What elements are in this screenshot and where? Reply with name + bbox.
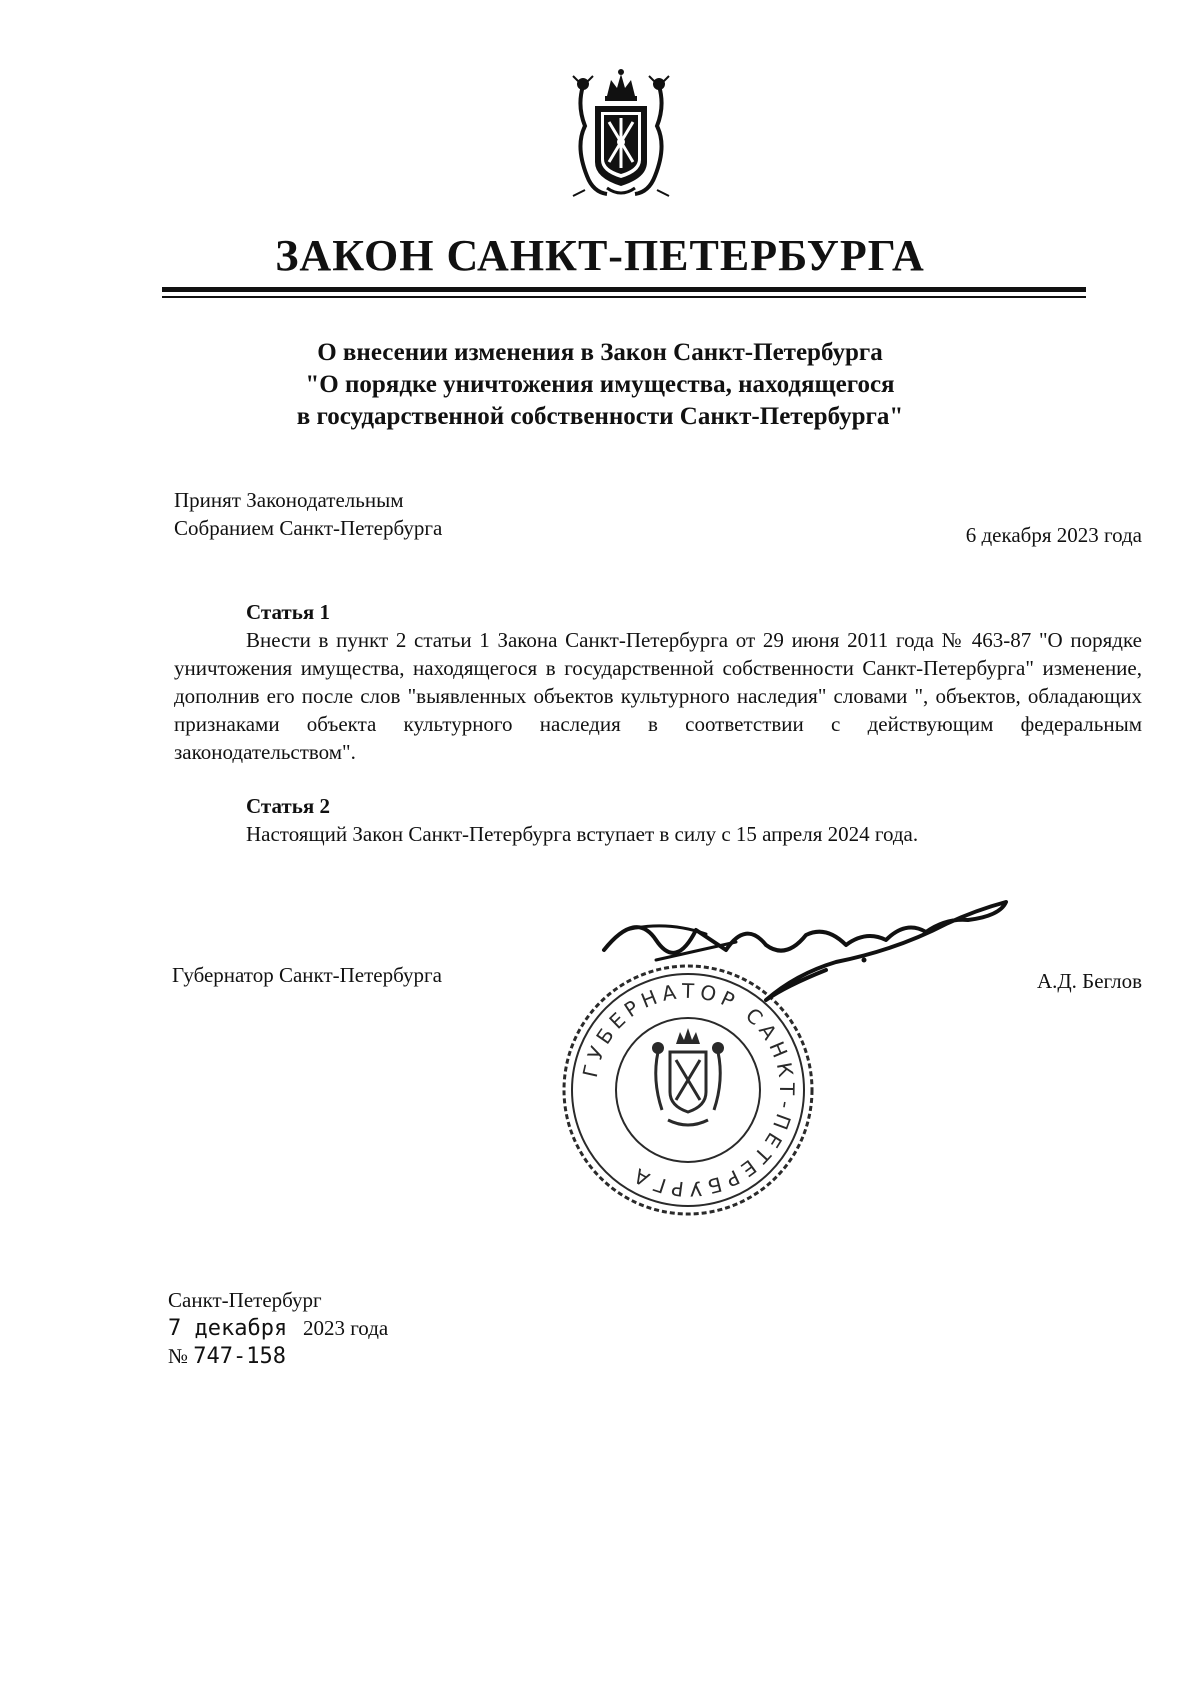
article-1-heading: Статья 1 — [246, 600, 330, 624]
title-rule-thick — [162, 287, 1086, 292]
registration-number — [168, 1342, 286, 1371]
registration-number-value: 747-158 — [193, 1344, 287, 1369]
law-subject-heading — [0, 337, 1200, 433]
article-1-text: Внести в пункт 2 статьи 1 Закона Санкт-Петербурга от 29 июня 2011 года № 463-87 "О порядке уничтожения имущества, находящегося в государственной собственности Санкт-Петербурга" изменение, дополнив его после слов "выявленных объектов культурного наследия" словами ", объектов, обладающих признаками объекта культурного наследия в соответствии с действующим федеральным законодательством". — [174, 628, 1142, 764]
handwritten-signature — [596, 890, 1012, 1012]
adoption-line: Принят Законодательным — [174, 488, 404, 512]
signing-date-day-month: 7 декабря — [168, 1316, 288, 1341]
seal-inscription: ГУБЕРНАТОР САНКТ-ПЕТЕРБУРГА — [577, 978, 800, 1202]
signatory-position: Губернатор Санкт-Петербурга — [172, 963, 442, 987]
article-2-text: Настоящий Закон Санкт-Петербурга вступает в силу с 15 апреля 2024 года. — [246, 822, 919, 846]
signatory-name: А.Д. Беглов — [1036, 969, 1142, 993]
subject-line: О внесении изменения в Закон Санкт-Петербурга — [317, 339, 883, 366]
subject-line: "О порядке уничтожения имущества, находящегося — [305, 371, 895, 398]
coat-of-arms-emblem — [563, 66, 679, 204]
registration-number-prefix: № — [168, 1344, 189, 1368]
adoption-statement — [174, 486, 442, 542]
signing-place: Санкт-Петербург — [168, 1288, 322, 1312]
signing-date-year: 2023 года — [302, 1316, 389, 1340]
article-2-heading: Статья 2 — [246, 794, 330, 818]
document-title: ЗАКОН САНКТ-ПЕТЕРБУРГА — [275, 231, 925, 280]
article-1-body — [174, 626, 1142, 766]
subject-line: в государственной собственности Санкт-Петербурга" — [296, 403, 904, 430]
seal-emblem-icon — [652, 1028, 724, 1125]
adoption-date: 6 декабря 2023 года — [965, 523, 1142, 547]
adoption-line: Собранием Санкт-Петербурга — [174, 516, 443, 540]
title-rule-thin — [162, 296, 1086, 298]
signing-date — [168, 1314, 388, 1343]
